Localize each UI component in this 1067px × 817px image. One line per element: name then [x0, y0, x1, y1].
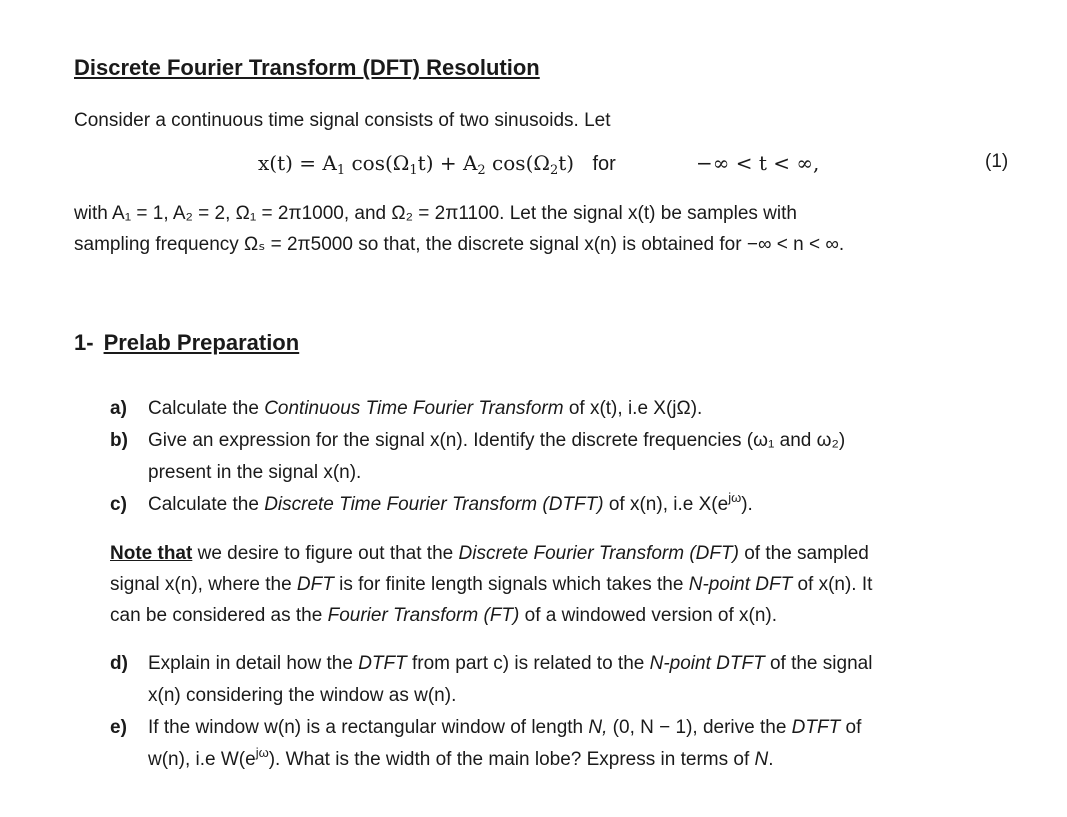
item-text: of x(n), i.e X(e	[603, 494, 729, 515]
eq-sub: 2	[549, 163, 559, 178]
item-continuation: present in the signal x(n).	[148, 462, 362, 483]
item-text: w(n), i.e W(e	[148, 749, 256, 770]
equation-number: (1)	[985, 151, 1009, 172]
note-text: is for finite length signals which takes the	[333, 574, 689, 595]
eq-sub: 2	[477, 163, 486, 178]
item-label: b)	[110, 430, 128, 451]
item-text: If the window w(n) is a rectangular window of length	[148, 717, 589, 738]
note-line-3	[110, 600, 777, 631]
equation-range: −∞ < t < ∞,	[696, 151, 820, 175]
equation-1	[258, 151, 616, 176]
item-superscript: jω	[728, 490, 742, 505]
item-text: of the signal	[764, 653, 873, 674]
item-text: ).	[741, 494, 753, 515]
section-number: 1-	[74, 330, 94, 355]
item-emphasis: N	[754, 749, 769, 770]
item-continuation: x(n) considering the window as w(n).	[148, 685, 457, 706]
document-title: Discrete Fourier Transform (DFT) Resolution	[74, 55, 540, 80]
item-d	[110, 648, 873, 706]
item-emphasis: N-point DTFT	[649, 653, 765, 674]
note-text: can be considered as the	[110, 605, 328, 626]
note-emphasis: N-point DFT	[688, 574, 793, 595]
item-label: c)	[110, 494, 127, 515]
note-emphasis: Fourier Transform (FT)	[327, 605, 520, 626]
item-text: of x(t), i.e X(jΩ).	[563, 398, 703, 419]
item-text: Calculate the	[148, 398, 265, 419]
item-c	[110, 489, 753, 521]
note-text: of a windowed version of x(n).	[519, 605, 778, 626]
note-line-1	[110, 538, 869, 569]
item-text: (0, N − 1), derive the	[607, 717, 792, 738]
item-superscript: jω	[255, 745, 269, 760]
note-text: of the sampled	[738, 543, 869, 564]
eq-term-a: x(t) = A	[258, 151, 337, 175]
item-label: a)	[110, 398, 127, 419]
item-emphasis: Continuous Time Fourier Transform	[264, 398, 564, 419]
eq-term: t)	[558, 151, 575, 175]
item-label: d)	[110, 653, 128, 674]
params-line-2: sampling frequency Ωₛ = 2π5000 so that, the discrete signal x(n) is obtained for −∞ < n < ∞.	[74, 234, 845, 255]
params-line-1: with A₁ = 1, A₂ = 2, Ω₁ = 2π1000, and Ω₂ = 2π1100. Let the signal x(t) be samples with	[74, 203, 797, 224]
item-emphasis: DTFT	[791, 717, 841, 738]
item-a	[110, 393, 702, 425]
section-title: Prelab Preparation	[103, 330, 300, 355]
item-emphasis: N,	[588, 717, 608, 738]
item-text: Calculate the	[148, 494, 265, 515]
item-text: ). What is the width of the main lobe? Express in terms of	[268, 749, 755, 770]
item-text: Explain in detail how the	[148, 653, 359, 674]
note-text: we desire to figure out that the	[192, 543, 459, 564]
intro-paragraph: Consider a continuous time signal consists of two sinusoids. Let	[74, 110, 611, 131]
note-emphasis: DFT	[296, 574, 334, 595]
note-text: of x(n). It	[792, 574, 873, 595]
item-continuation	[148, 744, 774, 776]
item-emphasis: Discrete Time Fourier Transform (DTFT)	[264, 494, 604, 515]
note-emphasis: Discrete Fourier Transform (DFT)	[458, 543, 739, 564]
item-label: e)	[110, 717, 127, 738]
section-heading	[74, 330, 299, 356]
eq-sub: 1	[409, 163, 418, 178]
note-text: signal x(n), where the	[110, 574, 297, 595]
eq-term: cos(Ω	[485, 151, 550, 175]
item-text: from part c) is related to the	[406, 653, 650, 674]
eq-term: t) + A	[417, 151, 478, 175]
item-text: .	[768, 749, 774, 770]
eq-sub: 1	[336, 163, 346, 178]
item-b	[110, 425, 846, 483]
eq-term: cos(Ω	[345, 151, 410, 175]
note-line-2	[110, 569, 872, 600]
item-text: Give an expression for the signal x(n). Identify the discrete frequencies (ω₁ and ω₂)	[148, 430, 846, 451]
item-emphasis: DTFT	[358, 653, 407, 674]
item-text: of	[840, 717, 862, 738]
eq-for: for	[592, 153, 616, 175]
note-lead: Note that	[110, 543, 193, 564]
